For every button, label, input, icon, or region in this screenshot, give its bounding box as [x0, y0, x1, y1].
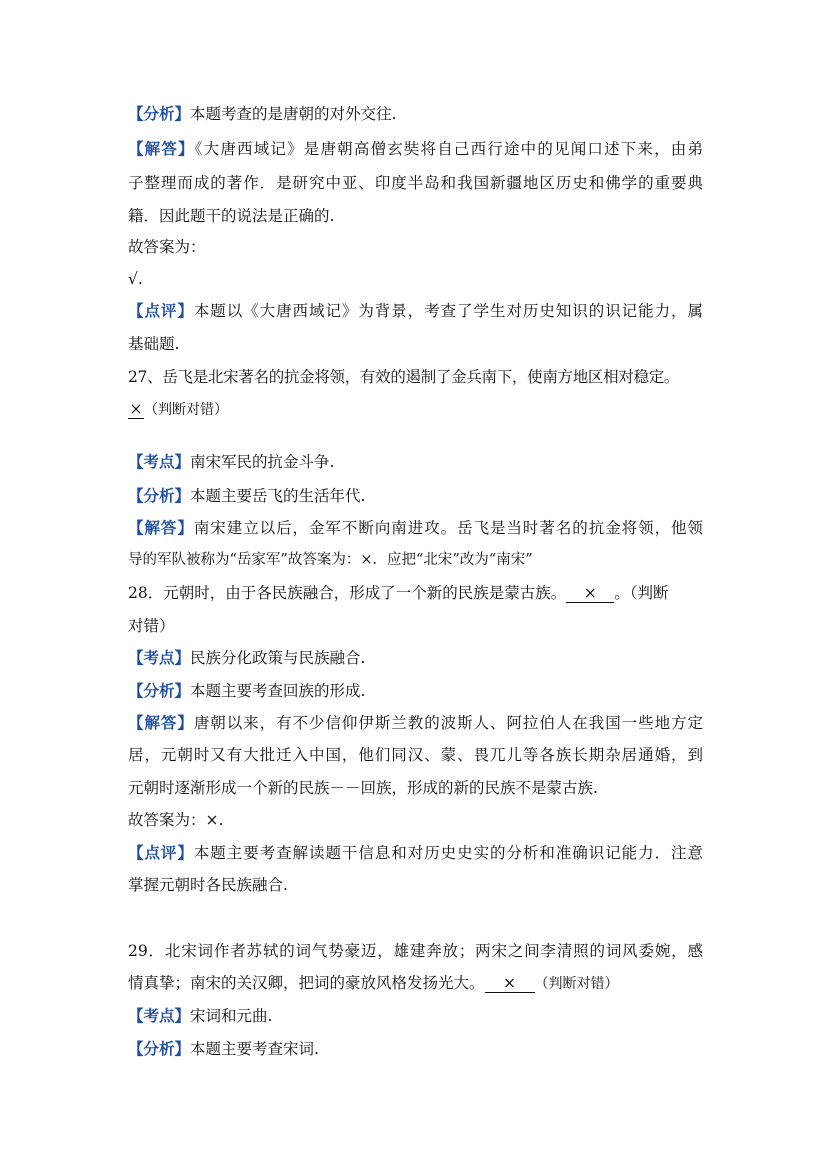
q29-analysis-text: 本题主要考查宋词.	[190, 1040, 319, 1058]
q27-solution-line1	[128, 518, 703, 538]
q28-comment-text1: 本题主要考查解读题干信息和对历史史实的分析和准确识记能力．注意	[193, 844, 703, 862]
q28-answer-blank: ×	[566, 585, 614, 603]
q28-analysis-text: 本题主要考查回族的形成.	[190, 682, 366, 700]
solution-tag: 【解答】	[128, 713, 194, 732]
q28-key-point	[128, 648, 703, 668]
q28-solution-line1	[128, 713, 703, 733]
q26-answer-intro: 故答案为：	[128, 238, 206, 256]
q27-key-point-text: 南宋军民的抗金斗争.	[190, 453, 335, 471]
q29-question-line1: 29．北宋词作者苏轼的词气势豪迈，雄建奔放；两宋之间李清照的词风委婉，感	[128, 942, 703, 960]
key-point-tag: 【考点】	[128, 1006, 191, 1025]
q27-analysis	[128, 486, 703, 506]
q28-answer: 故答案为：×.	[128, 811, 224, 829]
q29-key-point	[128, 1006, 703, 1026]
q26-solution-line1	[128, 139, 703, 159]
solution-tag: 【解答】	[128, 518, 194, 537]
key-point-tag: 【考点】	[128, 452, 191, 471]
q28-comment-line2: 掌握元朝时各民族融合.	[128, 876, 288, 894]
q27-key-point	[128, 452, 703, 472]
q28-solution-line2: 居，元朝时又有大批迁入中国，他们同汉、蒙、畏兀儿等各族长期杂居通婚，到	[128, 746, 703, 764]
q28-suffix-line2: 对错）	[128, 617, 175, 635]
q26-analysis	[128, 104, 703, 124]
q28-solution-text1: 唐朝以来，有不少信仰伊斯兰教的波斯人、阿拉伯人在我国一些地方定	[193, 714, 703, 732]
q27-question-line2	[128, 399, 703, 420]
q29-question-line2	[128, 973, 703, 994]
q26-answer: √.	[128, 270, 143, 288]
comment-tag: 【点评】	[128, 843, 194, 862]
q26-comment-text1: 本题以《大唐西域记》为背景，考查了学生对历史知识的识记能力，属	[193, 302, 703, 320]
q28-comment-line1	[128, 843, 703, 863]
q26-comment-line2: 基础题.	[128, 335, 180, 353]
q28-analysis	[128, 681, 703, 701]
q26-comment-line1	[128, 301, 703, 321]
comment-tag: 【点评】	[128, 301, 194, 320]
q27-question: 27、岳飞是北宋著名的抗金将领，有效的遏制了金兵南下，使南方地区相对稳定。	[128, 368, 680, 386]
q29-analysis	[128, 1039, 703, 1059]
q28-key-point-text: 民族分化政策与民族融合.	[190, 649, 366, 667]
q26-solution-line2: 子整理而成的著作．是研究中亚、印度半岛和我国新疆地区历史和佛学的重要典	[128, 174, 703, 192]
analysis-tag: 【分析】	[128, 486, 191, 505]
q28-question	[128, 583, 703, 603]
q26-analysis-text: 本题考查的是唐朝的对外交往.	[190, 105, 397, 123]
q29-answer-blank: ×	[485, 975, 535, 993]
q27-suffix: （判断对错）	[144, 402, 228, 418]
solution-tag: 【解答】	[128, 139, 195, 158]
q27-analysis-text: 本题主要岳飞的生活年代.	[190, 487, 366, 505]
q29-key-point-text: 宋词和元曲.	[190, 1007, 273, 1025]
key-point-tag: 【考点】	[128, 648, 191, 667]
analysis-tag: 【分析】	[128, 104, 191, 123]
q27-solution-text1: 南宋建立以后，金军不断向南进攻。岳飞是当时著名的抗金将领，他领	[193, 519, 703, 537]
analysis-tag: 【分析】	[128, 1039, 191, 1058]
q28-question-text: 28．元朝时，由于各民族融合，形成了一个新的民族是蒙古族。	[128, 584, 567, 602]
q26-solution-line3: 籍．因此题干的说法是正确的.	[128, 207, 335, 225]
q29-question-text2: 情真挚；南宋的关汉卿，把词的豪放风格发扬光大。	[128, 974, 485, 992]
q28-suffix: 。（判断	[614, 584, 669, 602]
q28-solution-line3: 元朝时逐渐形成一个新的民族－－回族，形成的新的民族不是蒙古族.	[128, 779, 598, 797]
q27-answer-blank: ×	[129, 400, 143, 418]
q26-solution-text1: 《大唐西域记》是唐朝高僧玄奘将自己西行途中的见闻口述下来，由弟	[194, 140, 703, 158]
q27-solution-line2: 导的军队被称为“岳家军”故答案为：×．应把“北宋”改为“南宋”	[128, 552, 533, 568]
analysis-tag: 【分析】	[128, 681, 191, 700]
q29-suffix: （判断对错）	[534, 976, 619, 992]
